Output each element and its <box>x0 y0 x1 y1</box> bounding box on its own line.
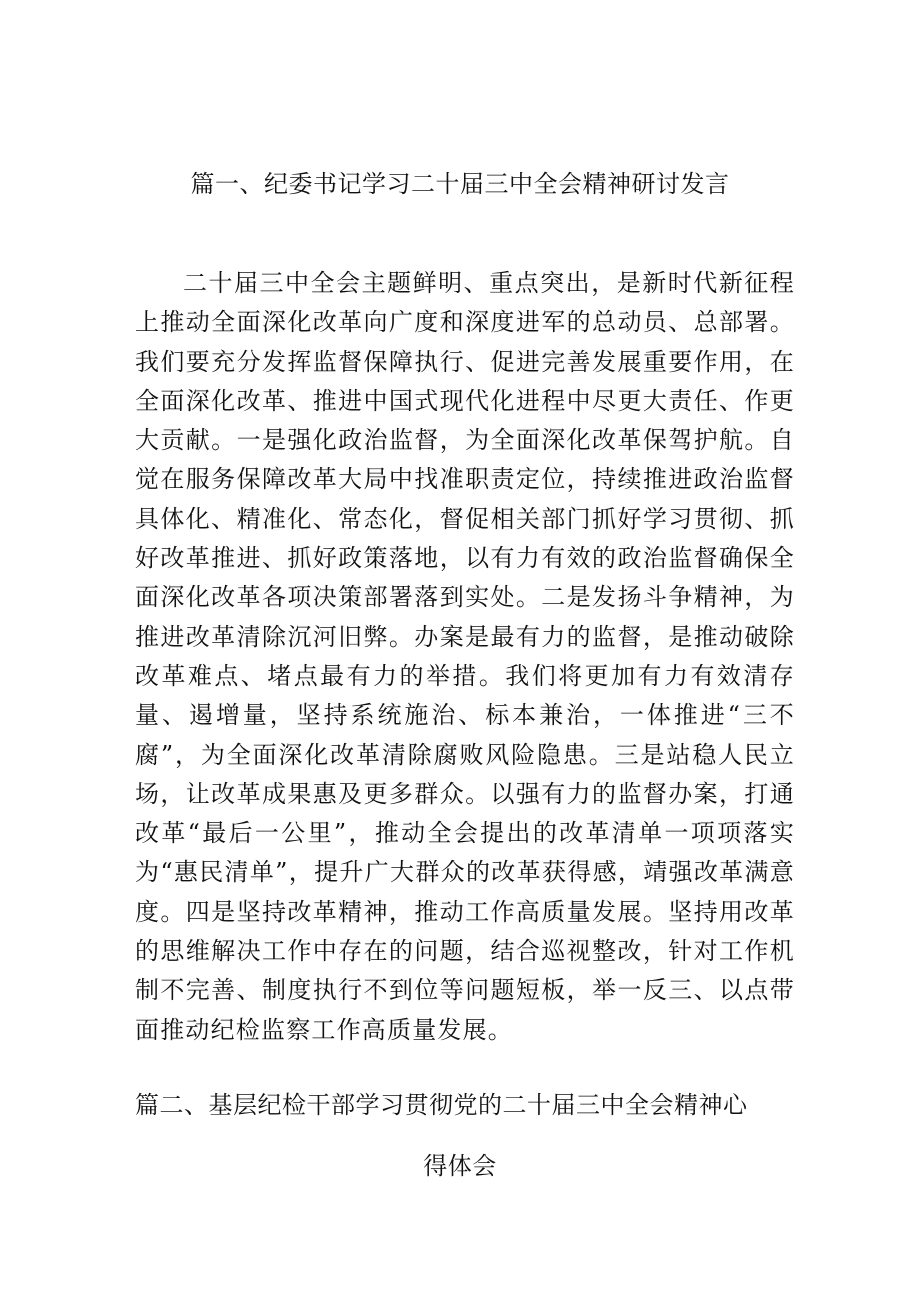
section2-title-line1: 篇二、基层纪检干部学习贯彻党的二十届三中全会精神心 <box>135 1091 748 1119</box>
section2-title-line2: 得体会 <box>423 1152 497 1180</box>
section1-body: 二十届三中全会主题鲜明、重点突出，是新时代新征程上推动全面深化改革向广度和深度进军的总动员、总部署。我们要充分发挥监督保障执行、促进完善发展重要作用，在全面深化改革、推进中国式现代化进程中尽更大责任、作更大贡献。一是强化政治监督，为全面深化改革保驾护航。自觉在服务保障改革大局中找准职责定位，持续推进政治监督具体化、精准化、常态化，督促相关部门抓好学习贯彻、抓好改革推进、抓好政策落地，以有力有效的政治监督确保全面深化改革各项决策部署落到实处。二是发扬斗争精神，为推进改革清除沉河旧弊。办案是最有力的监督，是推动破除改革难点、堵点最有力的举措。我们将更加有力有效清存量、遏增量，坚持系统施治、标本兼治，一体推进“三不腐”，为全面深化改革清除腐败风险隐患。三是站稳人民立场，让改革成果惠及更多群众。以强有力的监督办案，打通改革“最后一公里”，推动全会提出的改革清单一项项落实为“惠民清单”，提升广大群众的改革获得感，靖强改革满意度。四是坚持改革精神，推动工作高质量发展。坚持用改革的思维解决工作中存在的问题，结合巡视整改，针对工作机制不完善、制度执行不到位等问题短板，举一反三、以点带面推动纪检监察工作高质量发展。 <box>135 269 795 1044</box>
section1-title: 篇一、纪委书记学习二十届三中全会精神研讨发言 <box>190 170 730 198</box>
